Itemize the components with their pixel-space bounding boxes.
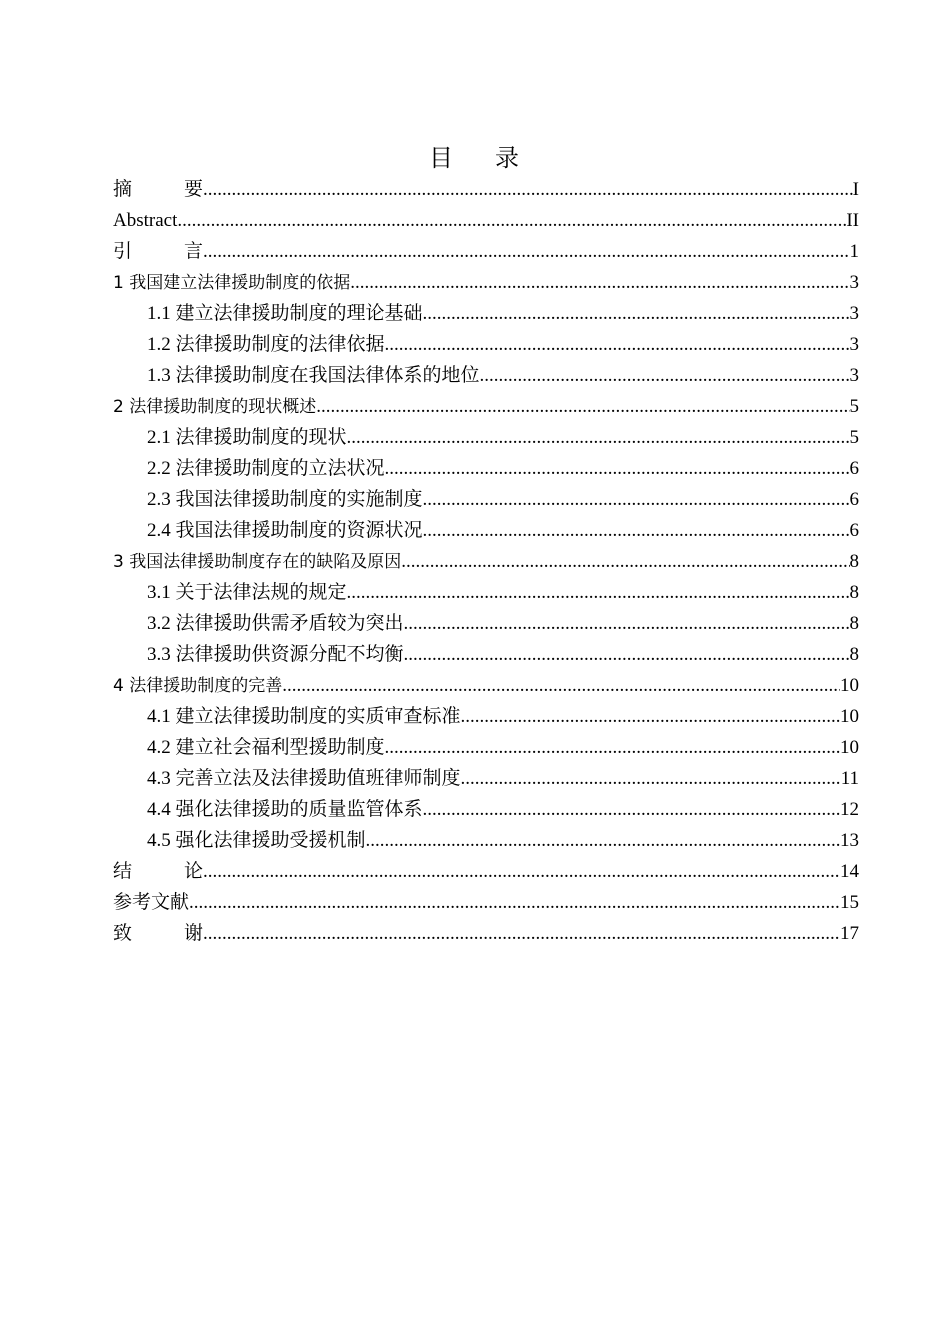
toc-page-number: 8	[849, 582, 859, 603]
toc-leader-dots	[347, 577, 850, 608]
toc-label: 3.1 关于法律法规的规定	[147, 582, 347, 603]
toc-page-number: 6	[849, 520, 859, 541]
toc-label	[113, 236, 203, 267]
toc-item-abstract-en[interactable]	[113, 205, 859, 236]
toc-leader-dots	[423, 515, 850, 546]
title-char-2: 录	[495, 144, 521, 172]
toc-leader-dots	[401, 546, 849, 577]
toc-page-number: 17	[840, 923, 859, 944]
toc-page-number: 14	[840, 861, 859, 882]
toc-leader-dots	[423, 298, 850, 329]
toc-label: 1.1 建立法律援助制度的理论基础	[147, 303, 423, 324]
toc-leader-dots	[404, 608, 850, 639]
toc-leader-dots	[350, 267, 849, 298]
toc-item-conclusion[interactable]	[113, 856, 859, 887]
toc-label	[113, 174, 203, 205]
toc-item-references[interactable]	[113, 887, 859, 918]
table-of-contents	[113, 174, 859, 949]
toc-page-number: 3	[849, 272, 859, 293]
toc-item-abstract-cn[interactable]	[113, 174, 859, 205]
toc-item-chapter-2[interactable]	[113, 391, 859, 422]
toc-label: 4.2 建立社会福利型援助制度	[147, 737, 385, 758]
toc-leader-dots	[385, 732, 840, 763]
toc-page-number: 6	[849, 458, 859, 479]
toc-page-number: 12	[840, 799, 859, 820]
toc-label-char: 结	[113, 861, 133, 882]
toc-page-number: 13	[840, 830, 859, 851]
toc-page-number: 15	[840, 892, 859, 913]
toc-label	[113, 918, 203, 949]
toc-item-section-4-3[interactable]	[113, 763, 859, 794]
toc-page-number: 8	[849, 644, 859, 665]
toc-label-char: 致	[113, 923, 133, 944]
toc-label: 4.5 强化法律援助受援机制	[147, 830, 366, 851]
toc-label: 1.2 法律援助制度的法律依据	[147, 334, 385, 355]
toc-label: 参考文献	[113, 892, 190, 913]
toc-leader-dots	[423, 484, 850, 515]
toc-label-char: 论	[183, 861, 203, 882]
toc-page-number: 5	[849, 427, 859, 448]
toc-item-section-2-1[interactable]	[113, 422, 859, 453]
toc-leader-dots	[385, 329, 850, 360]
toc-item-chapter-4[interactable]	[113, 670, 859, 701]
page-title	[0, 140, 950, 176]
toc-item-section-2-4[interactable]	[113, 515, 859, 546]
toc-label: 4 法律援助制度的完善	[113, 676, 283, 696]
toc-item-section-2-2[interactable]	[113, 453, 859, 484]
toc-leader-dots	[189, 887, 840, 918]
toc-leader-dots	[461, 701, 840, 732]
toc-label: 4.3 完善立法及法律援助值班律师制度	[147, 768, 461, 789]
toc-leader-dots	[203, 236, 850, 267]
toc-leader-dots	[316, 391, 849, 422]
toc-item-section-1-1[interactable]	[113, 298, 859, 329]
toc-page-number: 3	[849, 365, 859, 386]
toc-label: 1.3 法律援助制度在我国法律体系的地位	[147, 365, 480, 386]
toc-page-number: 10	[840, 675, 859, 696]
toc-leader-dots	[203, 918, 840, 949]
toc-label-char: 言	[183, 241, 203, 262]
toc-item-chapter-3[interactable]	[113, 546, 859, 577]
toc-leader-dots	[203, 174, 853, 205]
toc-leader-dots	[177, 205, 846, 236]
toc-item-section-4-4[interactable]	[113, 794, 859, 825]
toc-leader-dots	[480, 360, 850, 391]
toc-label: 2.2 法律援助制度的立法状况	[147, 458, 385, 479]
toc-item-section-3-1[interactable]	[113, 577, 859, 608]
toc-page-number: 10	[840, 706, 859, 727]
toc-leader-dots	[203, 856, 840, 887]
toc-leader-dots	[282, 670, 840, 701]
toc-page-number: 3	[849, 334, 859, 355]
toc-label-char: 谢	[183, 923, 203, 944]
toc-page-number: 8	[849, 551, 859, 572]
toc-page-number: 5	[849, 396, 859, 417]
toc-label: 4.4 强化法律援助的质量监管体系	[147, 799, 423, 820]
toc-page-number: I	[852, 179, 859, 200]
toc-label: 2.3 我国法律援助制度的实施制度	[147, 489, 423, 510]
toc-item-section-3-2[interactable]	[113, 608, 859, 639]
toc-item-section-4-5[interactable]	[113, 825, 859, 856]
toc-page-number: 3	[849, 303, 859, 324]
toc-leader-dots	[423, 794, 840, 825]
toc-item-section-4-1[interactable]	[113, 701, 859, 732]
toc-leader-dots	[461, 763, 841, 794]
toc-label-char: 要	[183, 179, 203, 200]
toc-page-number: 11	[840, 768, 859, 789]
toc-label: 3.2 法律援助供需矛盾较为突出	[147, 613, 404, 634]
toc-page-number: 8	[849, 613, 859, 634]
toc-item-chapter-1[interactable]	[113, 267, 859, 298]
toc-page-number: II	[846, 210, 859, 231]
toc-item-section-3-3[interactable]	[113, 639, 859, 670]
toc-label: 3.3 法律援助供资源分配不均衡	[147, 644, 404, 665]
toc-item-acknowledgements[interactable]	[113, 918, 859, 949]
toc-label: 1 我国建立法律援助制度的依据	[113, 273, 351, 293]
toc-page-number: 10	[840, 737, 859, 758]
toc-label: 4.1 建立法律援助制度的实质审查标准	[147, 706, 461, 727]
toc-item-section-1-2[interactable]	[113, 329, 859, 360]
toc-item-section-4-2[interactable]	[113, 732, 859, 763]
toc-leader-dots	[404, 639, 850, 670]
title-char-1: 目	[429, 144, 455, 172]
toc-label: 2.1 法律援助制度的现状	[147, 427, 347, 448]
toc-label: 2 法律援助制度的现状概述	[113, 397, 317, 417]
toc-leader-dots	[366, 825, 840, 856]
toc-item-introduction[interactable]	[113, 236, 859, 267]
toc-page-number: 1	[849, 241, 859, 262]
toc-label: 3 我国法律援助制度存在的缺陷及原因	[113, 552, 402, 572]
toc-page-number: 6	[849, 489, 859, 510]
toc-leader-dots	[347, 422, 850, 453]
toc-item-section-2-3[interactable]	[113, 484, 859, 515]
toc-label: Abstract	[113, 210, 178, 231]
toc-label-char: 引	[113, 241, 133, 262]
toc-label	[113, 856, 203, 887]
toc-item-section-1-3[interactable]	[113, 360, 859, 391]
toc-label-char: 摘	[113, 179, 133, 200]
toc-leader-dots	[385, 453, 850, 484]
toc-label: 2.4 我国法律援助制度的资源状况	[147, 520, 423, 541]
